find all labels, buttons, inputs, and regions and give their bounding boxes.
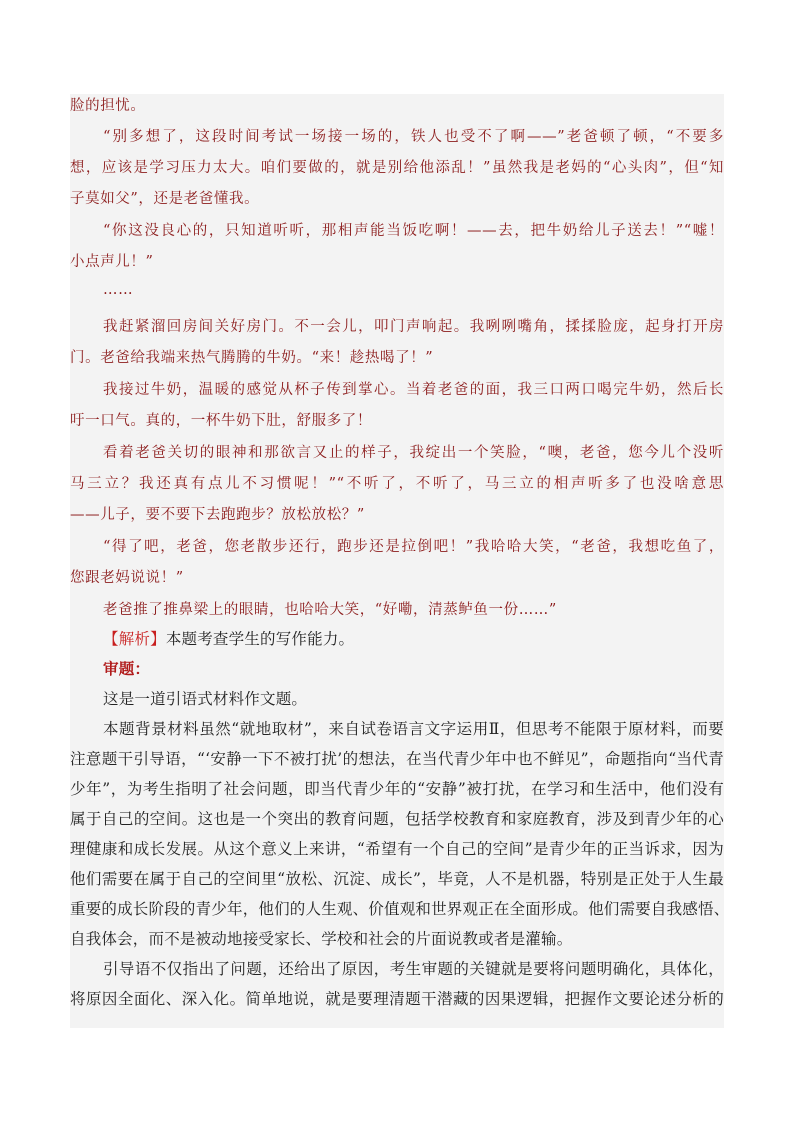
essay-line: 门。老爸给我端来热气腾腾的牛奶。“来！趁热喝了！” [70, 350, 434, 366]
essay-line: “别多想了，这段时间考试一场接一场的，铁人也受不了啊——”老爸顿了顿，“不要多 [103, 129, 724, 145]
analysis-intro-text: 本题考查学生的写作能力。 [165, 630, 355, 648]
essay-line: 我接过牛奶，温暖的感觉从杯子传到掌心。当着老爸的面，我三口两口喝完牛奶，然后长 [103, 382, 724, 398]
essay-line: “得了吧，老爸，您老散步还行，跑步还是拉倒吧！”我哈哈大笑，“老爸，我想吃鱼了， [103, 539, 724, 555]
analysis-line: 本题背景材料虽然“就地取材”，来自试卷语言文字运用Ⅱ，但思考不能限于原材料，而要 [103, 720, 724, 738]
essay-line: 子莫如父”，还是老爸懂我。 [70, 191, 260, 207]
text-block [70, 94, 730, 1028]
essay-line: “你这没良心的，只知道听听，那相声能当饭吃啊！——去，把牛奶给儿子送去！”“嘘！ [103, 223, 724, 239]
essay-line: 脸的担忧。 [70, 98, 146, 114]
essay-line: 想，应该是学习压力太大。咱们要做的，就是别给他添乱！”虽然我是老妈的“心头肉”，但“知 [70, 160, 724, 176]
essay-line: 老爸推了推鼻梁上的眼睛，也哈哈大笑，“好嘞，清蒸鲈鱼一份……” [103, 602, 557, 618]
analysis-line: 理健康和成长发展。从这个意义上来讲，“希望有一个自己的空间”是青少年的正当诉求，因为 [70, 840, 724, 858]
essay-line: 吁一口气。真的，一杯牛奶下肚，舒服多了！ [70, 413, 372, 429]
essay-line: 看着老爸关切的眼神和那欲言又止的样子，我绽出一个笑脸，“噢，老爸，您今儿个没听 [103, 445, 724, 461]
analysis-line: 重要的成长阶段的青少年，他们的人生观、价值观和世界观正在全面形成。他们需要自我感悟、 [70, 900, 730, 918]
analysis-line: 少年”，为考生指明了社会问题，即当代青少年的“安静”被打扰，在学习和生活中，他们没有 [70, 780, 724, 798]
essay-line: 小点声儿！” [70, 254, 154, 270]
review-heading: 审题： [103, 659, 151, 678]
analysis-line: 他们需要在属于自己的空间里“放松、沉淀、成长”，毕竟，人不是机器，特别是正处于人生最 [70, 870, 724, 888]
analysis-line: 属于自己的空间。这也是一个突出的教育问题，包括学校教育和家庭教育，涉及到青少年的心 [70, 810, 724, 828]
analysis-line: 注意题干引导语，“‘安静一下不被打扰’的想法，在当代青少年中也不鲜见”，命题指向“当代青 [70, 750, 724, 768]
analysis-line: 自我体会，而不是被动地接受家长、学校和社会的片面说教或者是灌输。 [70, 930, 573, 948]
essay-line: 您跟老妈说说！” [70, 570, 184, 586]
essay-ellipsis: …… [103, 282, 134, 298]
essay-line: 我赶紧溜回房间关好房门。不一会儿，叩门声响起。我咧咧嘴角，揉揉脸庞，起身打开房 [103, 319, 724, 335]
essay-line: ——儿子，要不要下去跑跑步？放松放松？” [70, 507, 365, 523]
analysis-line: 引导语不仅指出了问题，还给出了原因，考生审题的关键就是要将问题明确化，具体化， [103, 960, 724, 978]
analysis-line: 将原因全面化、深入化。简单地说，就是要理清题干潜藏的因果逻辑，把握作文要论述分析的 [70, 990, 724, 1008]
analysis-line: 这是一道引语式材料作文题。 [103, 690, 308, 708]
analysis-tag: 【解析】 [103, 630, 166, 648]
essay-line: 马三立？我还真有点儿不习惯呢！”“不听了，不听了，马三立的相声听多了也没啥意思 [70, 476, 724, 492]
analysis-intro [70, 627, 757, 649]
